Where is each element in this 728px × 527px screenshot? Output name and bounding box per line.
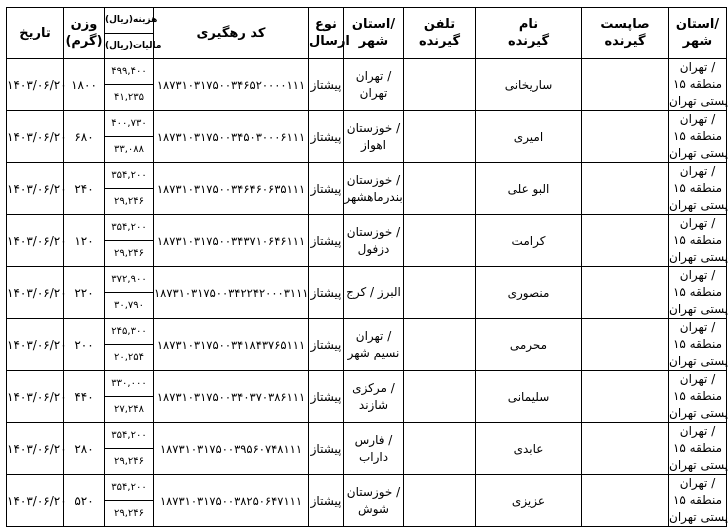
table-row	[7, 59, 727, 85]
cell-receiver-name: البو علی	[476, 163, 582, 215]
cell-receiver-name: سلیمانی	[476, 371, 582, 423]
cell-date: ۱۴۰۳/۰۶/۲۰	[7, 475, 64, 527]
header-receiver-postcode: صاپست گیرنده	[582, 8, 669, 59]
header-receiver-city: استان/ شهر	[344, 8, 404, 59]
header-weight: وزن (گرم)	[64, 8, 105, 59]
cell-weight: ۲۸۰	[64, 423, 105, 475]
cell-tracking-code: ۱۸۷۳۱۰۳۱۷۵۰۰۳۴۱۸۴۳۷۶۵۱۱۱	[154, 319, 309, 371]
cell-receiver-phone	[404, 59, 476, 111]
cell-tax: ۲۰,۲۵۴	[105, 345, 154, 371]
cell-tax: ۲۷,۲۴۸	[105, 397, 154, 423]
cell-receiver-city: البرز / کرج	[344, 267, 404, 319]
header-tax: مالیات(ریال)	[105, 34, 154, 59]
cell-tax: ۲۹,۲۴۶	[105, 449, 154, 475]
header-receiver-phone: تلفن گیرنده	[404, 8, 476, 59]
cell-receiver-city: خوزستان / اهواز	[344, 111, 404, 163]
cell-receiver-name: کرامت	[476, 215, 582, 267]
cell-send-method: پیشتاز	[309, 423, 344, 475]
header-sender-city: استان/ شهر	[669, 8, 727, 59]
table-row	[7, 267, 727, 293]
shipments-table	[6, 7, 727, 527]
cell-sender-city: تهران / منطقه ۱۵ پستی تهران	[669, 59, 727, 111]
table-row	[7, 163, 727, 189]
cell-tax: ۳۰,۷۹۰	[105, 293, 154, 319]
cell-weight: ۲۰۰	[64, 319, 105, 371]
cell-cost: ۳۵۴,۲۰۰	[105, 423, 154, 449]
cell-send-method: پیشتاز	[309, 475, 344, 527]
cell-sender-city: تهران / منطقه ۱۵ پستی تهران	[669, 475, 727, 527]
cell-tracking-code: ۱۸۷۳۱۰۳۱۷۵۰۰۳۸۲۵۰۶۴۷۱۱۱	[154, 475, 309, 527]
cell-tax: ۴۱,۲۳۵	[105, 85, 154, 111]
cell-send-method: پیشتاز	[309, 371, 344, 423]
cell-receiver-phone	[404, 371, 476, 423]
cell-receiver-name: امیری	[476, 111, 582, 163]
cell-receiver-phone	[404, 111, 476, 163]
table-row	[7, 423, 727, 449]
cell-tax: ۳۳,۰۸۸	[105, 137, 154, 163]
cell-receiver-phone	[404, 267, 476, 319]
cell-sender-city: تهران / منطقه ۱۵ پستی تهران	[669, 267, 727, 319]
cell-sender-city: تهران / منطقه ۱۵ پستی تهران	[669, 371, 727, 423]
cell-weight: ۵۲۰	[64, 475, 105, 527]
cell-receiver-phone	[404, 163, 476, 215]
cell-tracking-code: ۱۸۷۳۱۰۳۱۷۵۰۰۳۴۲۲۴۲۰۰۰۳۱۱۱	[154, 267, 309, 319]
cell-receiver-name: منصوری	[476, 267, 582, 319]
cell-receiver-name: عزیزی	[476, 475, 582, 527]
cell-weight: ۶۸۰	[64, 111, 105, 163]
cell-send-method: پیشتاز	[309, 111, 344, 163]
header-receiver-name: نام گیرنده	[476, 8, 582, 59]
header-tracking-code: کد رهگیری	[154, 8, 309, 59]
header-cost: هزینه(ریال)	[105, 8, 154, 34]
cell-receiver-postcode	[582, 59, 669, 111]
table-row	[7, 319, 727, 345]
cell-receiver-phone	[404, 215, 476, 267]
table-row	[7, 215, 727, 241]
cell-cost: ۳۵۴,۲۰۰	[105, 163, 154, 189]
table-body	[7, 59, 727, 527]
cell-receiver-phone	[404, 475, 476, 527]
cell-receiver-postcode	[582, 475, 669, 527]
header-date: تاریخ	[7, 8, 64, 59]
cell-receiver-city: خوزستان / دزفول	[344, 215, 404, 267]
cell-cost: ۴۰۰,۷۳۰	[105, 111, 154, 137]
cell-date: ۱۴۰۳/۰۶/۲۰	[7, 215, 64, 267]
cell-cost: ۳۷۲,۹۰۰	[105, 267, 154, 293]
cell-sender-city: تهران / منطقه ۱۵ پستی تهران	[669, 215, 727, 267]
cell-receiver-phone	[404, 423, 476, 475]
cell-weight: ۲۲۰	[64, 267, 105, 319]
cell-receiver-postcode	[582, 215, 669, 267]
cell-sender-city: تهران / منطقه ۱۵ پستی تهران	[669, 163, 727, 215]
cell-tracking-code: ۱۸۷۳۱۰۳۱۷۵۰۰۳۴۳۷۱۰۶۴۶۱۱۱	[154, 215, 309, 267]
cell-receiver-phone	[404, 319, 476, 371]
table-header	[7, 8, 727, 59]
cell-tracking-code: ۱۸۷۳۱۰۳۱۷۵۰۰۳۴۵۰۳۰۰۰۶۱۱۱	[154, 111, 309, 163]
cell-send-method: پیشتاز	[309, 267, 344, 319]
cell-date: ۱۴۰۳/۰۶/۲۰	[7, 111, 64, 163]
cell-weight: ۲۴۰	[64, 163, 105, 215]
cell-weight: ۴۴۰	[64, 371, 105, 423]
cell-send-method: پیشتاز	[309, 59, 344, 111]
cell-receiver-city: خوزستان / بندرماهشهر	[344, 163, 404, 215]
cell-sender-city: تهران / منطقه ۱۵ پستی تهران	[669, 319, 727, 371]
cell-tracking-code: ۱۸۷۳۱۰۳۱۷۵۰۰۳۴۶۴۶۰۶۳۵۱۱۱	[154, 163, 309, 215]
cell-cost: ۴۹۹,۴۰۰	[105, 59, 154, 85]
cell-sender-city: تهران / منطقه ۱۵ پستی تهران	[669, 423, 727, 475]
table-row	[7, 111, 727, 137]
cell-send-method: پیشتاز	[309, 319, 344, 371]
cell-receiver-postcode	[582, 319, 669, 371]
cell-cost: ۳۵۴,۲۰۰	[105, 475, 154, 501]
cell-cost: ۲۴۵,۳۰۰	[105, 319, 154, 345]
cell-tracking-code: ۱۸۷۳۱۰۳۱۷۵۰۰۳۴۰۳۷۰۳۸۶۱۱۱	[154, 371, 309, 423]
cell-tax: ۲۹,۲۴۶	[105, 501, 154, 527]
cell-receiver-city: فارس / داراب	[344, 423, 404, 475]
cell-tax: ۲۹,۲۴۶	[105, 189, 154, 215]
cell-weight: ۱۲۰	[64, 215, 105, 267]
cell-receiver-city: خوزستان / شوش	[344, 475, 404, 527]
cell-weight: ۱۸۰۰	[64, 59, 105, 111]
cell-receiver-city: تهران / نسیم شهر	[344, 319, 404, 371]
cell-receiver-city: مرکزی / شازند	[344, 371, 404, 423]
cell-date: ۱۴۰۳/۰۶/۲۰	[7, 423, 64, 475]
table-row	[7, 371, 727, 397]
cell-receiver-name: ساریخانی	[476, 59, 582, 111]
cell-receiver-name: محرمی	[476, 319, 582, 371]
table-row	[7, 475, 727, 501]
cell-cost: ۳۵۴,۲۰۰	[105, 215, 154, 241]
cell-cost: ۳۳۰,۰۰۰	[105, 371, 154, 397]
cell-receiver-postcode	[582, 111, 669, 163]
cell-date: ۱۴۰۳/۰۶/۲۰	[7, 371, 64, 423]
cell-receiver-postcode	[582, 267, 669, 319]
cell-tracking-code: ۱۸۷۳۱۰۳۱۷۵۰۰۳۴۶۵۲۰۰۰۰۱۱۱	[154, 59, 309, 111]
cell-receiver-city: تهران / تهران	[344, 59, 404, 111]
cell-receiver-postcode	[582, 423, 669, 475]
cell-date: ۱۴۰۳/۰۶/۲۰	[7, 163, 64, 215]
cell-date: ۱۴۰۳/۰۶/۲۰	[7, 319, 64, 371]
cell-date: ۱۴۰۳/۰۶/۲۰	[7, 267, 64, 319]
cell-receiver-name: عابدی	[476, 423, 582, 475]
cell-send-method: پیشتاز	[309, 215, 344, 267]
cell-tracking-code: ۱۸۷۳۱۰۳۱۷۵۰۰۳۹۵۶۰۷۴۸۱۱۱	[154, 423, 309, 475]
cell-receiver-postcode	[582, 163, 669, 215]
cell-send-method: پیشتاز	[309, 163, 344, 215]
cell-tax: ۲۹,۲۴۶	[105, 241, 154, 267]
cell-receiver-postcode	[582, 371, 669, 423]
cell-date: ۱۴۰۳/۰۶/۲۰	[7, 59, 64, 111]
header-send-method: نوع ارسال	[309, 8, 344, 59]
cell-sender-city: تهران / منطقه ۱۵ پستی تهران	[669, 111, 727, 163]
